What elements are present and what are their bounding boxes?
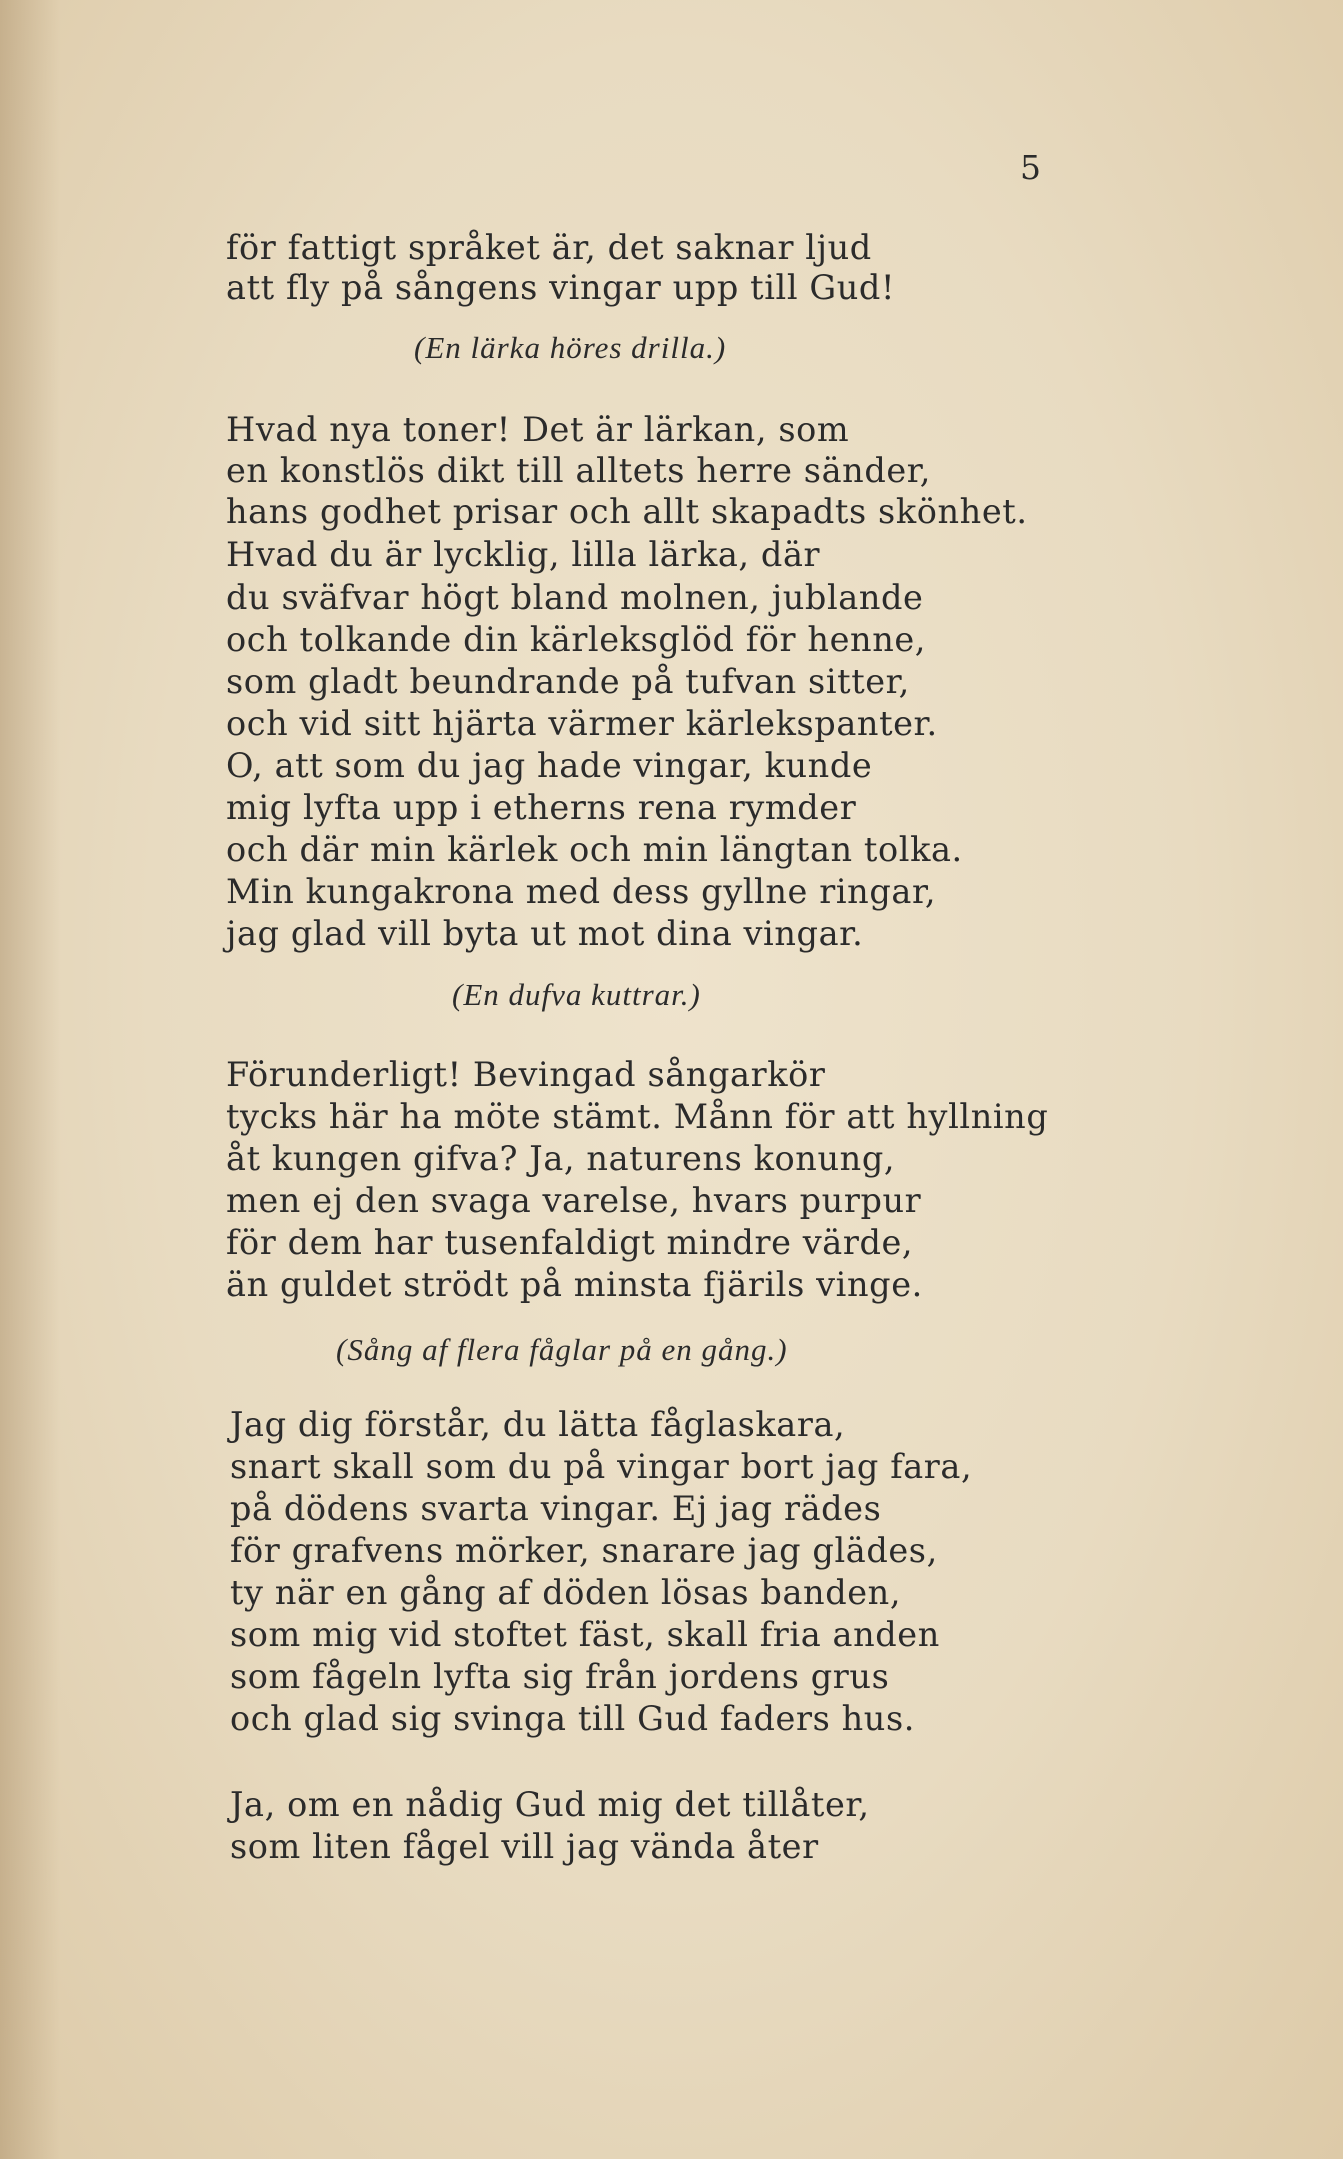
verse-line: som mig vid stoftet fäst, skall fria anden [230,1615,940,1654]
verse-line: och tolkande din kärleksglöd för henne, [226,620,927,659]
stage-direction: (En dufva kuttrar.) [452,977,701,1012]
verse-line: O, att som du jag hade vingar, kunde [226,746,873,785]
verse-line: åt kungen gifva? Ja, naturens konung, [226,1139,896,1178]
page-number: 5 [1020,148,1042,187]
verse-line: snart skall som du på vingar bort jag fara, [230,1447,973,1486]
verse-line: som liten fågel vill jag vända åter [230,1827,819,1866]
verse-line: som fågeln lyfta sig från jordens grus [230,1657,890,1696]
verse-line: och där min kärlek och min längtan tolka. [226,830,963,869]
stage-direction: (En lärka höres drilla.) [414,330,727,365]
verse-line: på dödens svarta vingar. Ej jag rädes [230,1489,882,1528]
verse-line: och vid sitt hjärta värmer kärlekspanter. [226,704,938,743]
verse-line: men ej den svaga varelse, hvars purpur [226,1181,922,1220]
verse-line: tycks här ha möte stämt. Månn för att hyllning [226,1097,1049,1136]
verse-line: ty när en gång af döden lösas banden, [230,1573,902,1612]
verse-line: att fly på sångens vingar upp till Gud! [226,268,896,307]
verse-line: för grafvens mörker, snarare jag glädes, [230,1531,938,1570]
verse-line: en konstlös dikt till alltets herre sänder, [226,451,931,490]
verse-line: Hvad nya toner! Det är lärkan, som [226,410,850,449]
verse-line: än guldet strödt på minsta fjärils vinge. [226,1265,923,1304]
verse-line: för fattigt språket är, det saknar ljud [226,228,872,267]
verse-line: för dem har tusenfaldigt mindre värde, [226,1223,914,1262]
verse-line: Jag dig förstår, du lätta fåglaskara, [230,1405,846,1444]
verse-line: du sväfvar högt bland molnen, jublande [226,578,924,617]
verse-line: Min kungakrona med dess gyllne ringar, [226,872,937,911]
verse-line: jag glad vill byta ut mot dina vingar. [226,914,864,953]
page-edge-shadow [0,0,60,2159]
verse-line: Ja, om en nådig Gud mig det tillåter, [230,1785,870,1824]
verse-line: hans godhet prisar och allt skapadts skönhet. [226,492,1028,531]
stage-direction: (Sång af flera fåglar på en gång.) [336,1332,788,1367]
verse-line: och glad sig svinga till Gud faders hus. [230,1699,916,1738]
verse-line: som gladt beundrande på tufvan sitter, [226,662,910,701]
verse-line: mig lyfta upp i etherns rena rymder [226,788,857,827]
verse-line: Förunderligt! Bevingad sångarkör [226,1055,826,1094]
verse-line: Hvad du är lycklig, lilla lärka, där [226,535,821,574]
